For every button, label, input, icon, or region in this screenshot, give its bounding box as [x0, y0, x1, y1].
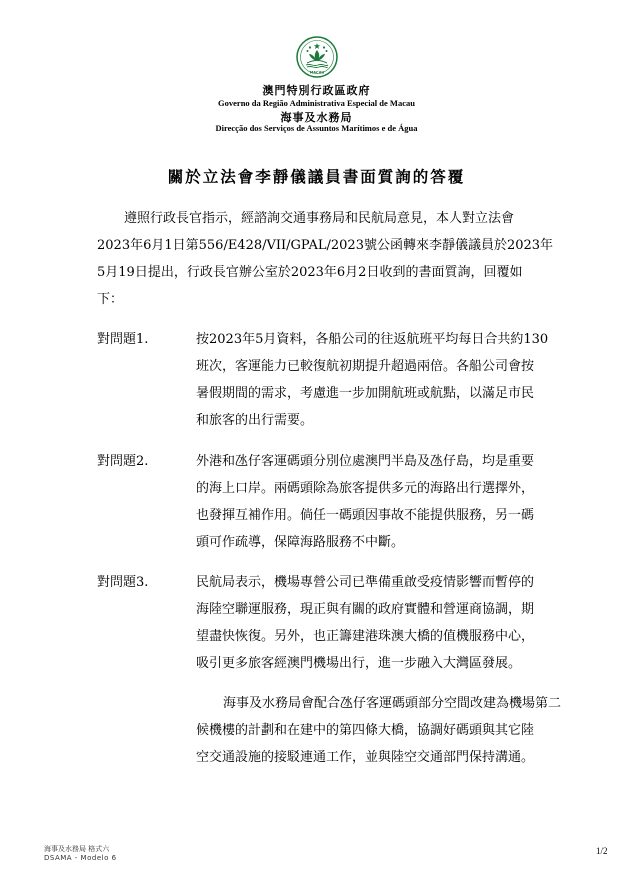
form-code-pt: DSAMA - Modelo 6	[44, 854, 117, 862]
macau-emblem-icon	[296, 36, 338, 78]
answer-line: 的海上口岸。兩碼頭除為旅客提供多元的海路出行選擇外，	[196, 481, 535, 496]
department-name-pt: Direcção dos Serviços de Assuntos Marítimos e de Água	[215, 123, 418, 133]
answer-line: 望盡快恢復。另外，也正籌建港珠澳大橋的值機服務中心，	[196, 629, 535, 644]
answer-line: 和旅客的出行需要。	[196, 413, 314, 428]
answer-line: 吸引更多旅客經澳門機場出行，進一步融入大灣區發展。	[196, 656, 522, 671]
answer-line: 海陸空聯運服務，現正與有關的政府實體和營運商協調，期	[196, 602, 535, 617]
question-label-1: 對問題1.	[97, 332, 149, 347]
question-label-3: 對問題3.	[97, 575, 149, 590]
question-label-2: 對問題2.	[97, 454, 149, 469]
department-name-zh: 海事及水務局	[280, 111, 353, 124]
intro-line: 5月19日提出，行政長官辦公室於2023年6月2日收到的書面質詢，回覆如	[97, 265, 523, 280]
answer-line: 民航局表示，機場專營公司已準備重啟受疫情影響而暫停的	[196, 575, 535, 590]
emblem-text: MACAU	[309, 70, 325, 75]
document-title: 關於立法會李靜儀議員書面質詢的答覆	[167, 167, 466, 186]
page-number: 1/2	[596, 846, 608, 856]
intro-line: 下：	[97, 292, 124, 307]
government-name-zh: 澳門特別行政區政府	[262, 84, 371, 97]
answer-line: 頭可作疏導，保障海路服務不中斷。	[196, 535, 405, 550]
answer-line: 候機樓的計劃和在建中的第四條大橋，協調好碼頭與其它陸	[196, 723, 535, 738]
answer-line: 班次，客運能力已較復航初期提升超過兩倍。各船公司會按	[196, 359, 535, 374]
form-code-zh: 海事及水務局 格式六	[44, 845, 110, 853]
intro-line: 遵照行政長官指示，經諮詢交通事務局和民航局意見，本人對立法會	[124, 211, 515, 226]
answer-line: 外港和氹仔客運碼頭分別位處澳門半島及氹仔島，均是重要	[196, 454, 535, 469]
intro-line: 2023年6月1日第556/E428/VII/GPAL/2023號公函轉來李靜儀議員於2023年	[97, 238, 554, 253]
answer-line: 空交通設施的接駁連通工作，並與陸空交通部門保持溝通。	[196, 750, 535, 765]
government-name-pt: Governo da Região Administrativa Especial de Macau	[218, 98, 415, 108]
answer-line: 暑假期間的需求，考慮進一步加開航班或航點，以滿足市民	[196, 386, 535, 401]
answer-line: 按2023年5月資料，各船公司的往返航班平均每日合共約130	[196, 332, 549, 347]
answer-line: 海事及水務局會配合氹仔客運碼頭部分空間改建為機場第二	[223, 696, 562, 711]
answer-line: 也發揮互補作用。倘任一碼頭因事故不能提供服務，另一碼	[196, 508, 535, 523]
